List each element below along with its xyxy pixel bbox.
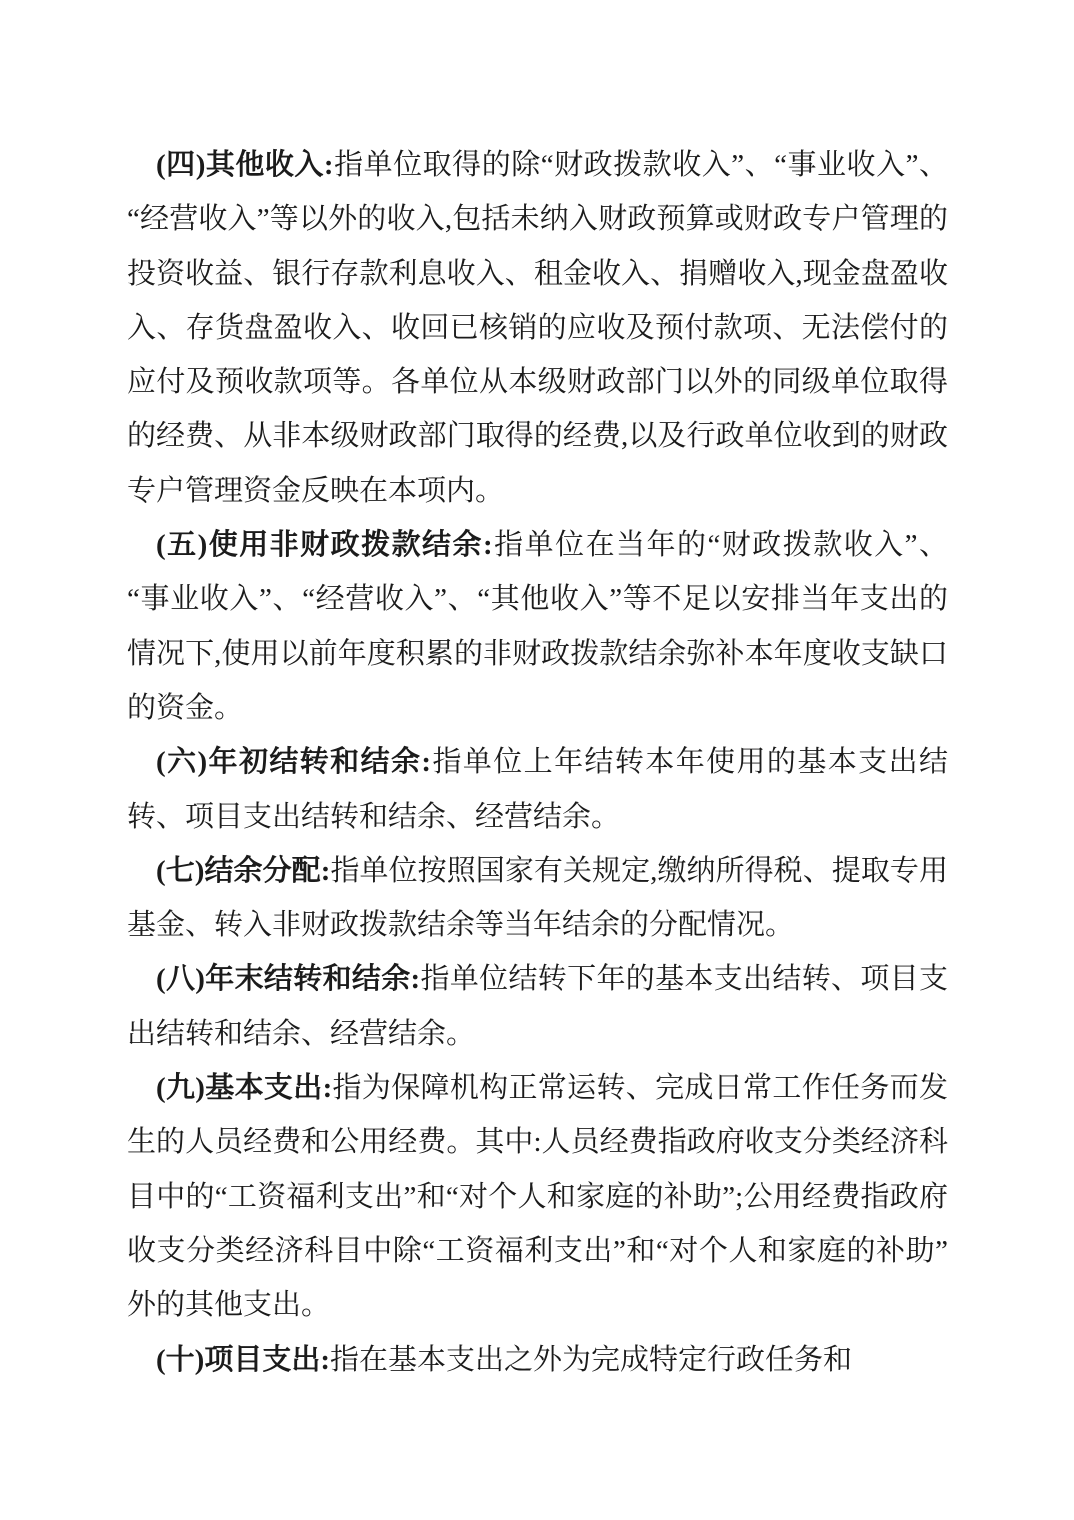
document-text-block — [127, 138, 948, 1387]
paragraph — [127, 735, 948, 844]
paragraph — [127, 518, 948, 735]
paragraph-text: 指在基本支出之外为完成特定行政任务和 — [329, 1343, 852, 1376]
term-label: (六)年初结转和结余: — [156, 746, 432, 779]
term-label: (七)结余分配: — [156, 854, 331, 887]
paragraph-text: 指单位结转下年的基本支出结转、项目支出结转和结余、经营结余。 — [127, 963, 948, 1050]
paragraph — [127, 1061, 948, 1332]
paragraph-text: 指单位按照国家有关规定,缴纳所得税、提取专用基金、转入非财政拨款结余等当年结余的分配情况。 — [127, 854, 948, 942]
term-label: (十)项目支出: — [156, 1343, 330, 1376]
paragraph-text: 指单位取得的除“财政拨款收入”、“事业收入”、“经营收入”等以外的收入,包括未纳入财政预算或财政专户管理的投资收益、银行存款利息收入、租金收入、捐赠收入,现金盘盈收入、存货盘盈收入、收回已核销的应收及预付款项、无法偿付的应付及预收款项等。各单位从本级财政部门以外的同级单位取得的经费、从非本级财政部门取得的经费,以及行政单位收到的财政专户管理资金反映在本项内。 — [127, 149, 948, 507]
paragraph-text: 指为保障机构正常运转、完成日常工作任务而发生的人员经费和公用经费。其中:人员经费指政府收支分类经济科目中的“工资福利支出”和“对个人和家庭的补助”;公用经费指政府收支分类经济科目中除“工资福利支出”和“对个人和家庭的补助”外的其他支出。 — [127, 1072, 948, 1322]
paragraph — [127, 844, 948, 953]
paragraph-text: 指单位上年结转本年使用的基本支出结转、项目支出结转和结余、经营结余。 — [127, 746, 948, 833]
term-label: (五)使用非财政拨款结余: — [156, 529, 493, 562]
term-label: (四)其他收入: — [156, 149, 334, 181]
paragraph-text: 指单位在当年的“财政拨款收入”、“事业收入”、“经营收入”、“其他收入”等不足以安排当年支出的情况下,使用以前年度积累的非财政拨款结余弥补本年度收支缺口的资金。 — [127, 529, 948, 724]
paragraph — [127, 1333, 948, 1387]
term-label: (九)基本支出: — [156, 1072, 333, 1105]
paragraph — [127, 952, 948, 1061]
term-label: (八)年末结转和结余: — [156, 963, 421, 996]
paragraph — [127, 138, 948, 518]
